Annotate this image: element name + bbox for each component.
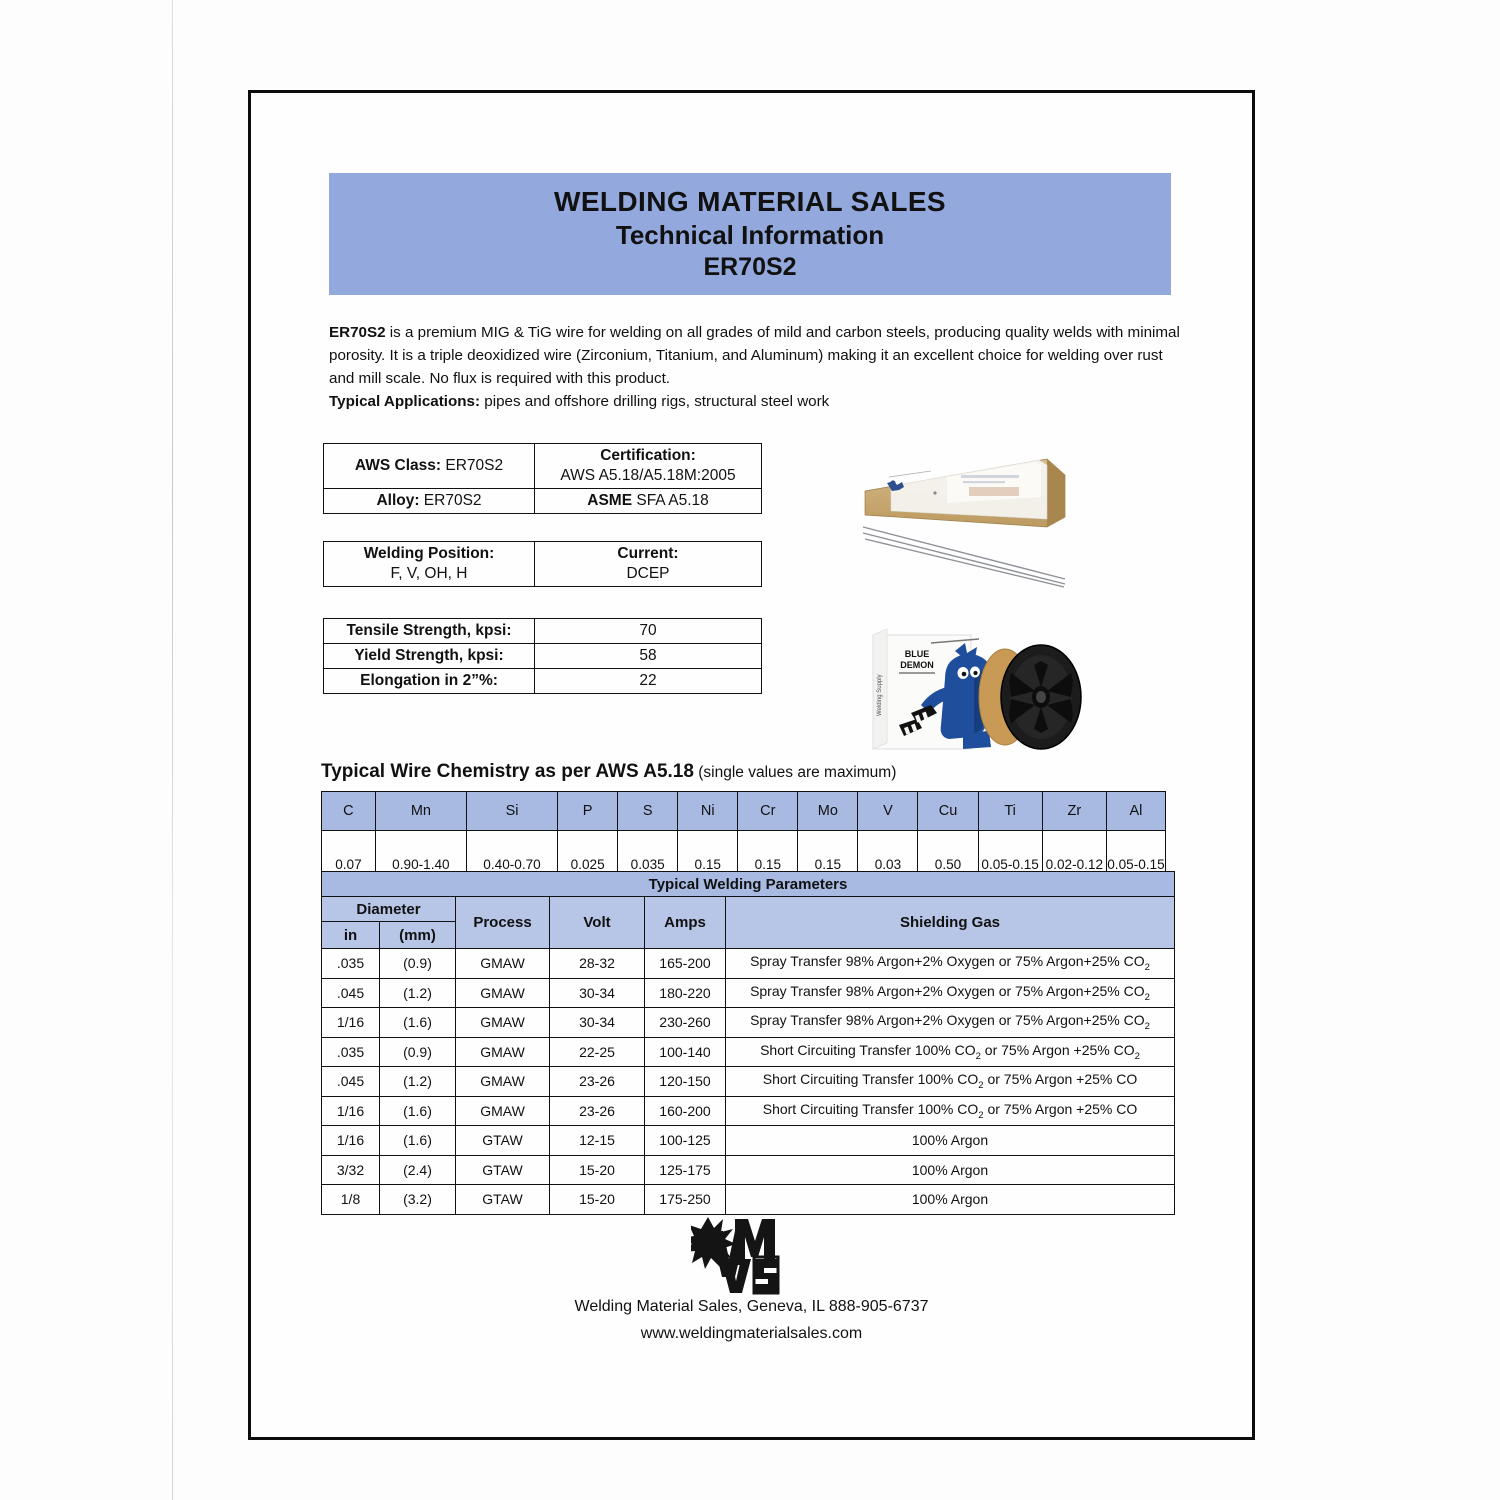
chem-col-header: Si: [466, 792, 557, 831]
blue-demon-spool-photo: [859, 621, 1109, 761]
tensile-label: Tensile Strength, kpsi:: [346, 622, 512, 639]
chemistry-title-main: Typical Wire Chemistry as per AWS A5.18: [321, 761, 694, 782]
mechanical-properties-table: [323, 618, 762, 694]
aws-class-label: AWS Class:: [354, 457, 442, 474]
diameter-mm: (1.6): [380, 1096, 456, 1126]
asme-cell: [535, 489, 762, 514]
gas-subscript: 2: [1144, 1021, 1150, 1033]
gas-text-post: or 75% Argon +25% CO: [983, 1100, 1138, 1117]
amps: 160-200: [645, 1096, 726, 1126]
gas-subscript: 2: [1144, 962, 1150, 974]
process: GMAW: [456, 1067, 550, 1097]
process: GTAW: [456, 1155, 550, 1185]
diameter-mm: (1.6): [380, 1008, 456, 1038]
product-designation: ER70S2: [703, 253, 797, 281]
chemistry-section-title: [321, 761, 896, 783]
property-label: [324, 619, 535, 644]
chem-col-header: Cr: [738, 792, 798, 831]
diameter-mm: (0.9): [380, 1037, 456, 1067]
classification-table: [323, 443, 762, 514]
gas-text-pre: Short Circuiting Transfer 100% CO: [762, 1071, 979, 1088]
tig-rod-box-photo: [851, 453, 1181, 588]
gas-text-pre: Short Circuiting Transfer 100% CO: [762, 1100, 979, 1117]
table-row: [322, 1037, 1175, 1067]
process: GMAW: [456, 1037, 550, 1067]
applications-line: [329, 390, 1181, 413]
diameter-in: .045: [322, 978, 380, 1008]
table-row: [322, 1067, 1175, 1097]
shielding-gas-header: Shielding Gas: [726, 897, 1175, 949]
chem-col-header: S: [618, 792, 678, 831]
diameter-in: 1/16: [322, 1008, 380, 1038]
process: GTAW: [456, 1185, 550, 1215]
gas-subscript-2: 2: [1134, 1050, 1140, 1062]
applications-value: pipes and offshore drilling rigs, structural steel work: [480, 393, 830, 410]
shielding-gas: [726, 1067, 1175, 1097]
table-row: [324, 644, 762, 669]
diameter-mm: (2.4): [380, 1155, 456, 1185]
property-label: [324, 669, 535, 694]
diameter-mm: (1.2): [380, 1067, 456, 1097]
process: GTAW: [456, 1126, 550, 1156]
chem-col-header: P: [558, 792, 618, 831]
property-label: [324, 644, 535, 669]
shielding-gas: [726, 978, 1175, 1008]
welding-position-label: Welding Position:: [363, 545, 495, 562]
current-label: Current:: [617, 545, 679, 562]
diameter-in: 3/32: [322, 1155, 380, 1185]
intro-lead: ER70S2: [329, 324, 386, 341]
table-row: [322, 949, 1175, 979]
volt: 23-26: [550, 1096, 645, 1126]
diameter-mm-header: (mm): [380, 922, 456, 949]
process: GMAW: [456, 949, 550, 979]
gas-subscript: 2: [978, 1080, 984, 1092]
amps: 175-250: [645, 1185, 726, 1215]
chem-value: 0.15: [738, 831, 798, 878]
amps: 100-140: [645, 1037, 726, 1067]
table-row: [322, 1126, 1175, 1156]
yield-label: Yield Strength, kpsi:: [354, 647, 504, 664]
table-row: [322, 1008, 1175, 1038]
chem-col-header: Cu: [918, 792, 978, 831]
diameter-mm: (0.9): [380, 949, 456, 979]
alloy-value: ER70S2: [419, 492, 482, 509]
process: GMAW: [456, 978, 550, 1008]
table-row: [322, 1155, 1175, 1185]
chem-value: 0.035: [618, 831, 678, 878]
volt: 22-25: [550, 1037, 645, 1067]
position-current-table: [323, 541, 762, 587]
alloy-cell: [324, 489, 535, 514]
wire-chemistry-table: [321, 791, 1166, 878]
table-row: [324, 444, 762, 489]
chem-col-header: Zr: [1042, 792, 1106, 831]
volt: 15-20: [550, 1185, 645, 1215]
parameters-title-row: [322, 872, 1175, 897]
diameter-in: 1/16: [322, 1096, 380, 1126]
welding-position-cell: [324, 542, 535, 587]
chem-value: 0.15: [798, 831, 858, 878]
gas-text-pre: Spray Transfer 98% Argon+2% Oxygen or 75% Argon+25% CO: [750, 953, 1145, 970]
chem-col-header: Mn: [375, 792, 466, 831]
diameter-in-header: in: [322, 922, 380, 949]
diameter-group-header: Diameter: [322, 897, 456, 922]
gas-text-post: or 75% Argon +25% CO: [983, 1071, 1138, 1088]
volt: 12-15: [550, 1126, 645, 1156]
current-cell: [535, 542, 762, 587]
applications-label: Typical Applications:: [329, 393, 481, 410]
chem-value: 0.05-0.15: [978, 831, 1042, 878]
document-header-banner: [329, 173, 1171, 295]
wms-logo-icon: [691, 1213, 801, 1295]
volt: 23-26: [550, 1067, 645, 1097]
chem-col-header: Al: [1106, 792, 1165, 831]
amps: 165-200: [645, 949, 726, 979]
chem-col-header: Ni: [678, 792, 738, 831]
shielding-gas: 100% Argon: [726, 1155, 1175, 1185]
chem-value: 0.15: [678, 831, 738, 878]
document-subtitle: Technical Information: [615, 220, 885, 250]
diameter-in: .035: [322, 1037, 380, 1067]
chem-value: 0.07: [322, 831, 376, 878]
gas-text-pre: Spray Transfer 98% Argon+2% Oxygen or 75% Argon+25% CO: [750, 1012, 1145, 1029]
diameter-mm: (3.2): [380, 1185, 456, 1215]
volt: 30-34: [550, 1008, 645, 1038]
shielding-gas: 100% Argon: [726, 1126, 1175, 1156]
shielding-gas: [726, 949, 1175, 979]
table-row: [324, 489, 762, 514]
diameter-mm: (1.6): [380, 1126, 456, 1156]
property-value: 22: [535, 669, 762, 694]
gas-text-pre: Spray Transfer 98% Argon+2% Oxygen or 75% Argon+25% CO: [750, 982, 1145, 999]
current-value: DCEP: [626, 565, 670, 582]
diameter-in: .045: [322, 1067, 380, 1097]
process: GMAW: [456, 1096, 550, 1126]
table-row: [324, 542, 762, 587]
diameter-in: 1/8: [322, 1185, 380, 1215]
shielding-gas: [726, 1008, 1175, 1038]
chemistry-header-row: [322, 792, 1166, 831]
process: GMAW: [456, 1008, 550, 1038]
amps: 230-260: [645, 1008, 726, 1038]
shielding-gas: [726, 1037, 1175, 1067]
chem-value: 0.05-0.15: [1106, 831, 1165, 878]
amps: 180-220: [645, 978, 726, 1008]
brand-line-2: DEMON: [900, 660, 934, 670]
diameter-in: .035: [322, 949, 380, 979]
amps: 100-125: [645, 1126, 726, 1156]
volt-header: Volt: [550, 897, 645, 949]
chem-col-header: Ti: [978, 792, 1042, 831]
chem-value: 0.90-1.40: [375, 831, 466, 878]
gas-text-post: or 75% Argon +25% CO: [980, 1041, 1135, 1058]
chem-value: 0.40-0.70: [466, 831, 557, 878]
gas-subscript: 2: [1144, 991, 1150, 1003]
property-value: 70: [535, 619, 762, 644]
elongation-label: Elongation in 2”%:: [360, 672, 498, 689]
process-header: Process: [456, 897, 550, 949]
alloy-label: Alloy:: [376, 492, 420, 509]
company-name: WELDING MATERIAL SALES: [554, 186, 946, 217]
table-row: [324, 669, 762, 694]
parameters-title: Typical Welding Parameters: [322, 872, 1175, 897]
gas-subscript: 2: [978, 1109, 984, 1121]
shielding-gas: 100% Argon: [726, 1185, 1175, 1215]
certification-cell: [535, 444, 762, 489]
scan-artifact-line: [172, 0, 173, 1500]
table-row: [324, 619, 762, 644]
shielding-gas: [726, 1096, 1175, 1126]
asme-value: SFA A5.18: [632, 492, 709, 509]
property-value: 58: [535, 644, 762, 669]
chemistry-title-note: (single values are maximum): [693, 764, 897, 781]
welding-parameters-table: [321, 871, 1175, 1215]
volt: 15-20: [550, 1155, 645, 1185]
chem-col-header: Mo: [798, 792, 858, 831]
aws-class-cell: [324, 444, 535, 489]
footer-website[interactable]: www.weldingmaterialsales.com: [640, 1325, 863, 1342]
footer-contact: Welding Material Sales, Geneva, IL 888-905-6737: [574, 1298, 929, 1315]
diameter-in: 1/16: [322, 1126, 380, 1156]
chem-col-header: V: [858, 792, 918, 831]
parameters-header-row-1: [322, 897, 1175, 922]
amps-header: Amps: [645, 897, 726, 949]
certification-value: AWS A5.18/A5.18M:2005: [560, 467, 736, 484]
brand-line-1: BLUE: [904, 649, 930, 659]
amps: 120-150: [645, 1067, 726, 1097]
aws-class-value: ER70S2: [441, 457, 504, 474]
chem-value: 0.02-0.12: [1042, 831, 1106, 878]
gas-text-pre: Short Circuiting Transfer 100% CO: [760, 1041, 976, 1058]
diameter-mm: (1.2): [380, 978, 456, 1008]
welding-position-value: F, V, OH, H: [390, 565, 468, 582]
table-row: [322, 1185, 1175, 1215]
volt: 28-32: [550, 949, 645, 979]
chem-value: 0.03: [858, 831, 918, 878]
chem-value: 0.025: [558, 831, 618, 878]
chem-col-header: C: [322, 792, 376, 831]
table-row: [322, 1096, 1175, 1126]
gas-subscript: 2: [975, 1050, 981, 1062]
amps: 125-175: [645, 1155, 726, 1185]
product-description: [329, 321, 1181, 413]
document-page: [248, 90, 1255, 1440]
certification-label: Certification:: [600, 447, 696, 464]
chem-value: 0.50: [918, 831, 978, 878]
volt: 30-34: [550, 978, 645, 1008]
intro-body: is a premium MIG & TiG wire for welding on all grades of mild and carbon steels, producing quality welds with minimal porosity. It is a triple deoxidized wire (Zirconium, Titanium, and Aluminum) making it an excellent choice for welding over rust and mill scale. No flux is required with this product.: [329, 324, 1180, 387]
carton-side-text: Welding Supply: [877, 674, 883, 716]
asme-label: ASME: [587, 492, 633, 509]
table-row: [322, 978, 1175, 1008]
